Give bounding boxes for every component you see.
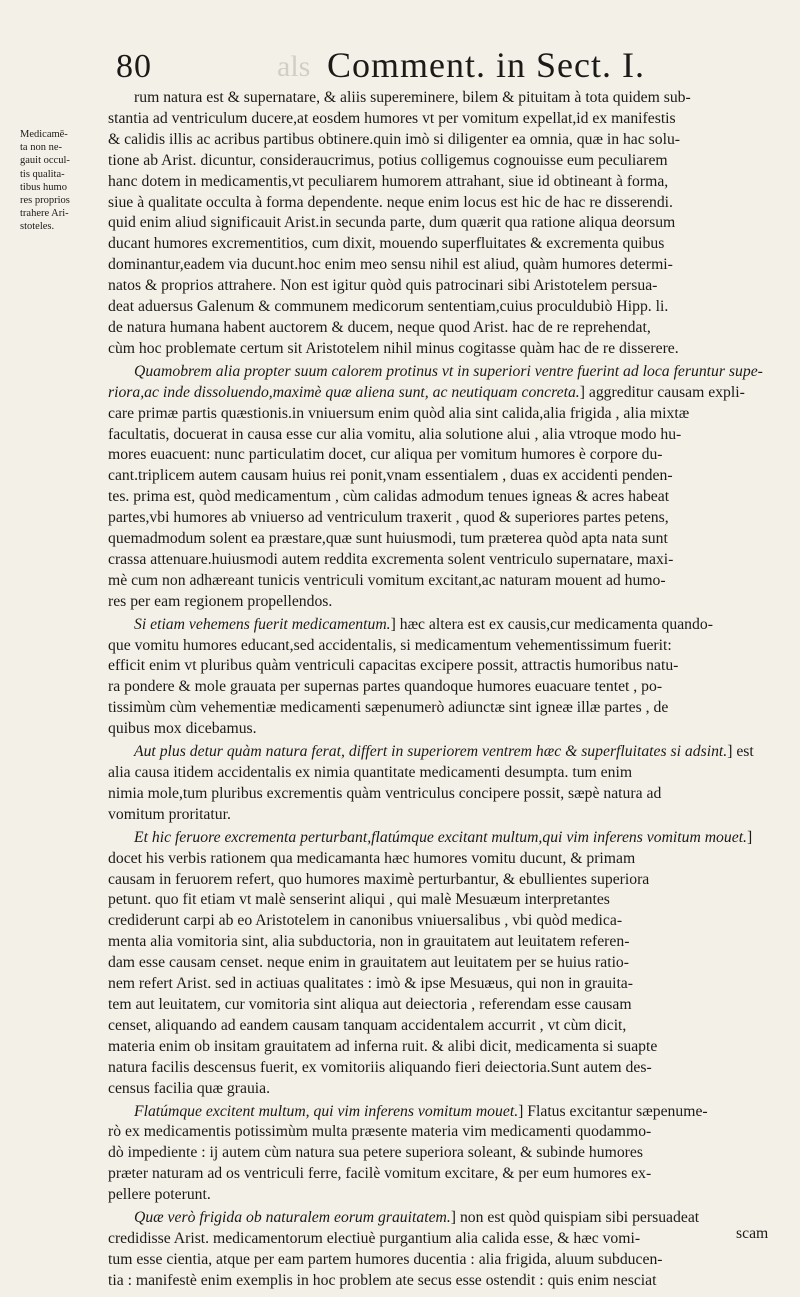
text-line [108,1229,768,1250]
line-text: alia causa itidem accidentalis ex nimia quantitate medicamenti desumpta. tum enim [108,764,633,781]
text-line [108,911,768,932]
line-text: tia : manifestè enim exemplis in hoc problem ate secus esse ostendit : quis enim nesciat [108,1271,657,1289]
text-line [108,487,768,508]
marginal-note-line: trahere Ari- [20,208,69,220]
text-line [108,1271,768,1292]
text-line [108,870,768,891]
line-text: materia enim ob insitam grauitatem ad inferna ruit. & alibi dicit, medicamenta si suapte [108,1037,658,1055]
line-text: docet his verbis rationem qua medicamanta hæc humores vomitu ducunt, & primam [108,849,636,867]
marginal-note-line: gauit occul- [20,155,70,167]
text-line [108,1208,768,1229]
text-line [108,571,768,592]
line-text: causam in feruorem refert, quo humores maximè perturbantur, & ebullientes superiora [108,870,650,888]
line-text: tes. prima est, quòd medicamentum , cùm calidas admodum tenues igneas & acres habeat [108,488,670,506]
line-text: menta alia vomitoria sint, alia subductoria, non in grauitatem aut leuitatem referen- [108,933,630,951]
line-text: censet, aliquando ad eandem causam tanquam accidentalem accurrit , vt cùm dicit, [108,1016,627,1034]
page-header [112,30,762,85]
text-line [108,445,768,466]
text-line [108,466,768,487]
text-line [108,1102,768,1123]
show-through-text: als [277,50,311,83]
text-line [108,130,768,151]
lemma-quotation: Aut plus detur quàm natura ferat, differt in superiorem ventrem hæc & superfluitates si adsint. [134,743,728,761]
text-line [108,849,768,870]
line-text: tem aut leuitatem, cur vomitoria sint aliqua aut deiectoria , referendam esse causam [108,995,632,1013]
line-text: efficit enim vt pluribus quàm ventriculi capacitas excipere possit, attractis humoribus natu- [108,657,679,675]
text-line [108,1037,768,1058]
line-text: & calidis illis ac acribus partibus obtinere.quin imò si diligenter ea omnia, quæ in hac solu- [108,130,681,148]
text-line [108,425,768,446]
paragraph [108,362,768,613]
line-text: partes,vbi humores ab vniuerso ad ventriculum traxerit , quod & superiores partes petens, [108,509,669,527]
line-text: quibus mox dicebamus. [108,720,257,738]
text-line [108,784,768,805]
paragraph [108,1102,768,1207]
marginal-note [20,128,104,234]
text-line [108,234,768,255]
text-line [108,1164,768,1185]
text-line [108,698,768,719]
paragraph [108,88,768,360]
line-text: siue à qualitate occulta à forma dependente. neque enim locus est hic de hac re disserendi. [108,193,673,211]
line-text: stantia ad ventriculum ducere,at eosdem humores vt per vomitum expellat,id ex manifestis [108,109,676,127]
text-line [108,88,768,109]
text-line [108,255,768,276]
text-line [108,172,768,193]
text-line [108,550,768,571]
text-line [108,1016,768,1037]
paragraph [108,742,768,826]
marginal-note-line: Medicamē- [20,129,68,140]
lemma-quotation: Flatúmque excitent multum, qui vim inferens vomitum mouet. [134,1102,519,1120]
line-text: pellere poterunt. [108,1186,211,1204]
text-line [108,1250,768,1271]
line-text: quemadmodum solent ea præstare,quæ sunt huiusmodi, tum præterea quòd apta nata sunt [108,530,668,548]
text-line [108,677,768,698]
text-line [108,805,768,826]
lemma-quotation: Quæ verò frigida ob naturalem eorum grauitatem. [134,1209,451,1227]
line-text: que vomitu humores educant,sed accidentalis, si medicamentum vehementissimum fuerit: [108,636,672,654]
text-line [108,297,768,318]
text-line [108,339,768,360]
line-text: crassa attenuare.huiusmodi autem reddita excrementa solent ventriculo supernatare, maxi- [108,550,674,568]
lemma-quotation: riora,ac inde dissoluendo,maximè quæ aliena sunt, ac neutiquam concreta. [108,383,580,401]
line-text: natos & proprios attrahere. Non est igitur quòd quis patrocinari sibi Aristotelem persua- [108,277,658,295]
text-line [108,953,768,974]
text-line [108,213,768,234]
marginal-note-line: stoteles. [20,221,55,233]
line-text: quid enim aliud significauit Arist.in secunda parte, dum quærit qua ratione aliqua deorsum [108,214,676,232]
line-text: mè cum non adhæreant tunicis ventriculi vomitum excitant,ac naturam mouent ad humo- [108,571,666,589]
paragraph [108,1208,768,1292]
line-text: deat aduersus Galenum & communem medicorum sententiam,cuius proculdubiò Hipp. li. [108,298,669,316]
text-line [108,1058,768,1079]
text-line [108,318,768,339]
text-line [108,383,768,404]
text-line [108,636,768,657]
text-line [108,742,768,763]
marginal-note-line: tis qualita- [20,168,65,180]
line-text: ] aggreditur causam expli- [579,383,745,401]
paragraph [108,828,768,1100]
text-line [108,193,768,214]
text-line [108,890,768,911]
line-text: census facilia quæ grauia. [108,1079,271,1097]
text-line [108,151,768,172]
line-text: nem refert Arist. sed in actiuas qualitates : imò & ipse Mesuæus, qui non in grauita- [108,975,633,993]
text-line [108,615,768,636]
text-line [108,1185,768,1206]
line-text: ] [746,828,753,846]
line-text: præter naturam ad os ventriculi ferre, facilè vomitum excitare, & per eum humores ex- [108,1165,652,1183]
main-text [108,88,768,1292]
line-text: ] hæc altera est ex causis,cur medicamenta quando- [390,615,713,633]
text-line [108,932,768,953]
line-text: cùm hoc problemate certum sit Aristotelem nihil minus cogitasse quàm hac de re disserere. [108,339,679,357]
lemma-quotation: Si etiam vehemens fuerit medicamentum. [134,615,391,633]
line-text: petunt. quo fit etiam vt malè senserint aliqui , qui malè Mesuæum interpretantes [108,891,610,909]
text-line [108,974,768,995]
line-text: crediderunt carpi ab eo Aristotelem in canonibus vniuersalibus , vbi quòd medica- [108,912,623,930]
line-text: cant.triplicem autem causam huius rei ponit,vnam essentialem , duas ex accidenti penden- [108,467,673,485]
text-line [108,529,768,550]
line-text: dam esse causam censet. neque enim in grauitatem aut leuitatem per se huius ratio- [108,954,629,972]
line-text: natura facilis descensus fuerit, ex vomitoriis aliquando fieri deiectoria.Sunt autem des- [108,1058,652,1076]
line-text: tum esse cientia, atque per eam partem humores ducentia : alia frigida, aluum subducen- [108,1250,663,1268]
line-text: ra pondere & mole grauata per supernas partes quandoque humores euacuare tentet , po- [108,678,663,696]
line-text: ] Flatus excitantur sæpenume- [518,1102,708,1120]
lemma-quotation: Quamobrem alia propter suum calorem protinus vt in superiori ventre fuerint ad loca feruntur supe- [134,362,763,380]
page-number: 80 [116,48,152,85]
text-line [108,592,768,613]
line-text: hanc dotem in medicamentis,vt peculiarem humorem attrahant, siue id obtineant à forma, [108,172,669,190]
marginal-note-line: res proprios [20,195,70,207]
line-text: dominantur,eadem via ducunt.hoc enim meo sensu nihil est aliud, quàm humores determi- [108,256,673,274]
marginal-note-line: tibus humo [20,181,67,193]
text-line [108,719,768,740]
text-line [108,1143,768,1164]
text-line [108,656,768,677]
running-head: Comment. in Sect. I. [327,45,645,85]
line-text: rò ex medicamentis potissimùm multa præsente materia vim medicamenti quodammo- [108,1123,652,1141]
text-line [108,404,768,425]
text-line [108,995,768,1016]
line-text: ] est [727,743,754,761]
lemma-quotation: Et hic feruore excrementa perturbant,flatúmque excitant multum,qui vim inferens vomitum mouet. [134,828,747,846]
line-text: ] non est quòd quispiam sibi persuadeat [450,1209,700,1227]
line-text: dò impediente : ij autem cùm natura sua petere superiora soleant, & subinde humores [108,1144,643,1162]
marginal-note-line: ta non ne- [20,142,62,154]
line-text: nimia mole,tum pluribus excrementis quàm ventriculus concipere possit, sæpè natura ad [108,784,662,802]
line-text: credidisse Arist. medicamentorum electiuè purgantium alia calida esse, & hæc vomi- [108,1229,641,1247]
text-line [108,276,768,297]
line-text: care primæ partis quæstionis.in vniuersum enim quòd alia sint calida,alia frigida , alia mixtæ [108,404,690,422]
line-text: tissimùm cùm vehementiæ medicamenti sæpenumerò adiunctæ sint igneæ illæ partes , de [108,699,669,717]
line-text: ducant humores excrementitios, cum dixit, mouendo superfluitates & excrementa quibus [108,235,665,253]
line-text: facultatis, docuerat in causa esse cur alia vomitu, alia solutione alui , alia vtroque modo hu- [108,425,682,443]
line-text: rum natura est & supernatare, & aliis supereminere, bilem & pituitam à tota quidem sub- [134,89,691,106]
text-line [108,508,768,529]
text-line [108,1079,768,1100]
catchword: scam [736,1225,769,1242]
line-text: tione ab Arist. dicuntur, consideraucrimus, potius colligemus cognouisse eum peculiarem [108,151,668,169]
line-text: res per eam regionem propellendos. [108,592,333,610]
line-text: de natura humana habent auctorem & ducem, neque quod Arist. hac de re reprehendat, [108,318,651,336]
text-line [108,828,768,849]
line-text: vomitum proritatur. [108,805,231,823]
text-line [108,1122,768,1143]
text-line [108,763,768,784]
paragraph [108,615,768,740]
line-text: mores euacuent: nunc particulatim docet, cur aliqua per vomitum humores è corpore du- [108,446,663,464]
text-line [108,362,768,383]
text-line [108,109,768,130]
